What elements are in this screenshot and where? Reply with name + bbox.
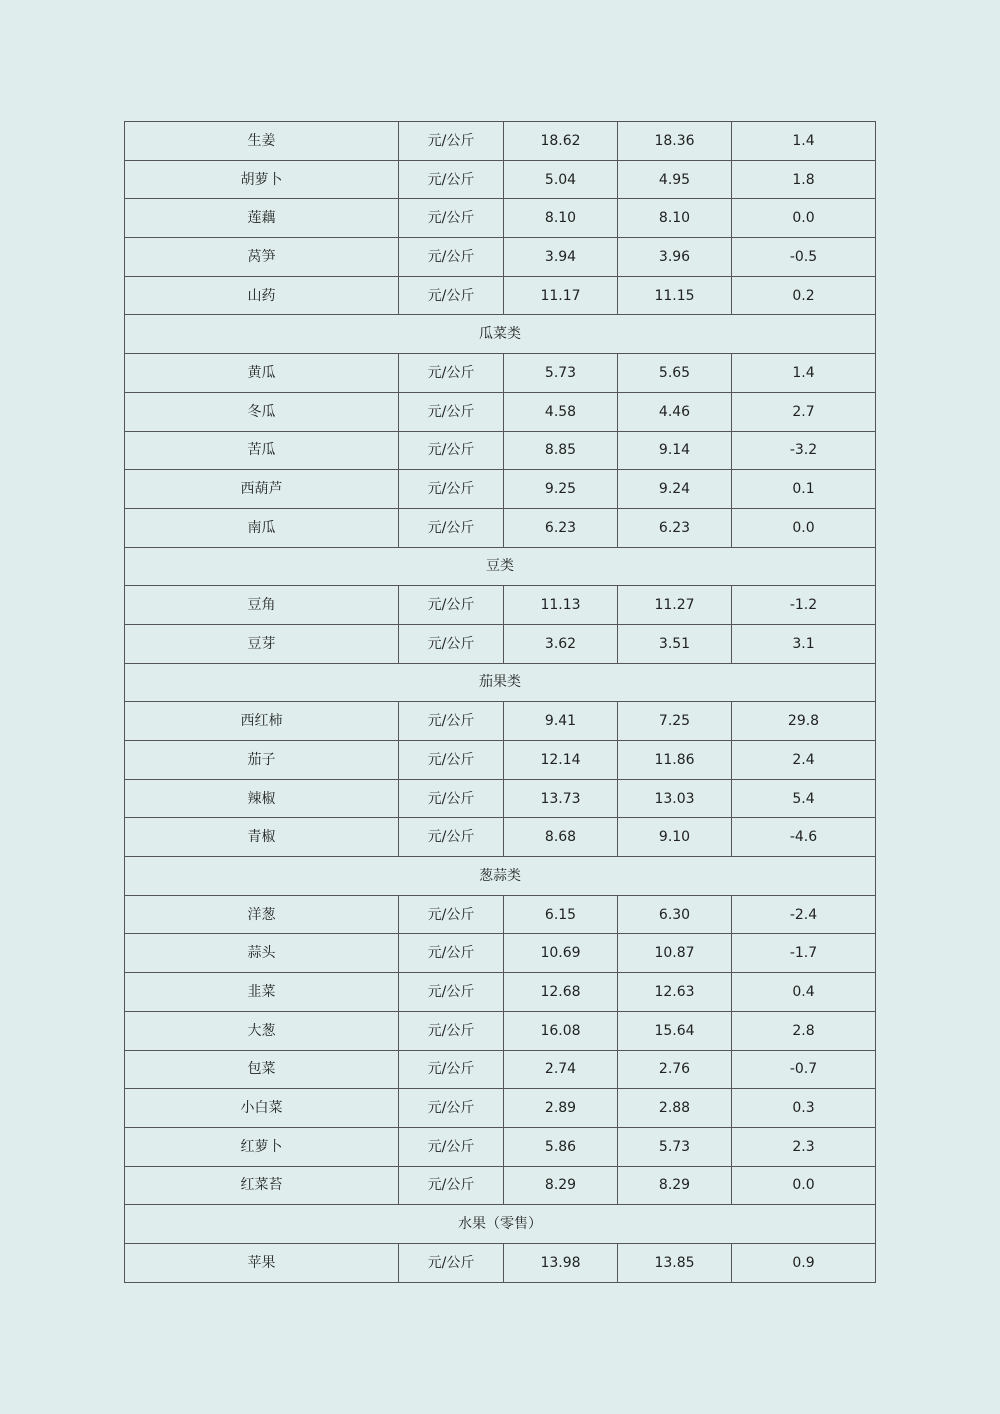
change-percent-cell: -2.4 <box>732 895 876 934</box>
unit-cell: 元/公斤 <box>399 392 504 431</box>
previous-price-cell: 3.96 <box>618 238 732 277</box>
table-row <box>125 354 876 393</box>
table-row <box>125 276 876 315</box>
category-row <box>125 547 876 586</box>
current-price-cell: 3.94 <box>504 238 618 277</box>
table-row <box>125 1243 876 1282</box>
previous-price-cell: 6.23 <box>618 508 732 547</box>
item-name-cell: 莴笋 <box>125 238 399 277</box>
previous-price-cell: 9.10 <box>618 818 732 857</box>
table-row <box>125 160 876 199</box>
table-row <box>125 508 876 547</box>
unit-cell: 元/公斤 <box>399 779 504 818</box>
item-name-cell: 苦瓜 <box>125 431 399 470</box>
current-price-cell: 10.69 <box>504 934 618 973</box>
unit-cell: 元/公斤 <box>399 1243 504 1282</box>
item-name-cell: 冬瓜 <box>125 392 399 431</box>
item-name-cell: 辣椒 <box>125 779 399 818</box>
change-percent-cell: -3.2 <box>732 431 876 470</box>
change-percent-cell: 0.9 <box>732 1243 876 1282</box>
table-row <box>125 779 876 818</box>
unit-cell: 元/公斤 <box>399 160 504 199</box>
current-price-cell: 11.17 <box>504 276 618 315</box>
current-price-cell: 11.13 <box>504 586 618 625</box>
table-row <box>125 973 876 1012</box>
current-price-cell: 5.04 <box>504 160 618 199</box>
category-row <box>125 1205 876 1244</box>
item-name-cell: 豆芽 <box>125 624 399 663</box>
unit-cell: 元/公斤 <box>399 470 504 509</box>
current-price-cell: 6.23 <box>504 508 618 547</box>
table-row <box>125 199 876 238</box>
change-percent-cell: 0.3 <box>732 1089 876 1128</box>
category-heading-cell: 豆类 <box>125 547 876 586</box>
previous-price-cell: 4.95 <box>618 160 732 199</box>
change-percent-cell: -1.2 <box>732 586 876 625</box>
item-name-cell: 胡萝卜 <box>125 160 399 199</box>
change-percent-cell: 0.0 <box>732 508 876 547</box>
current-price-cell: 8.10 <box>504 199 618 238</box>
change-percent-cell: 29.8 <box>732 702 876 741</box>
item-name-cell: 青椒 <box>125 818 399 857</box>
previous-price-cell: 11.15 <box>618 276 732 315</box>
unit-cell: 元/公斤 <box>399 431 504 470</box>
change-percent-cell: 0.2 <box>732 276 876 315</box>
unit-cell: 元/公斤 <box>399 1050 504 1089</box>
table-row <box>125 431 876 470</box>
category-heading-cell: 水果（零售） <box>125 1205 876 1244</box>
item-name-cell: 小白菜 <box>125 1089 399 1128</box>
previous-price-cell: 9.24 <box>618 470 732 509</box>
current-price-cell: 2.89 <box>504 1089 618 1128</box>
previous-price-cell: 3.51 <box>618 624 732 663</box>
price-table <box>124 121 876 1283</box>
current-price-cell: 16.08 <box>504 1011 618 1050</box>
unit-cell: 元/公斤 <box>399 624 504 663</box>
previous-price-cell: 6.30 <box>618 895 732 934</box>
item-name-cell: 包菜 <box>125 1050 399 1089</box>
current-price-cell: 12.68 <box>504 973 618 1012</box>
unit-cell: 元/公斤 <box>399 1089 504 1128</box>
previous-price-cell: 10.87 <box>618 934 732 973</box>
change-percent-cell: -0.5 <box>732 238 876 277</box>
current-price-cell: 9.25 <box>504 470 618 509</box>
change-percent-cell: 0.4 <box>732 973 876 1012</box>
category-row <box>125 315 876 354</box>
change-percent-cell: 2.3 <box>732 1127 876 1166</box>
current-price-cell: 3.62 <box>504 624 618 663</box>
current-price-cell: 5.86 <box>504 1127 618 1166</box>
previous-price-cell: 5.73 <box>618 1127 732 1166</box>
category-row <box>125 663 876 702</box>
previous-price-cell: 5.65 <box>618 354 732 393</box>
change-percent-cell: 1.8 <box>732 160 876 199</box>
unit-cell: 元/公斤 <box>399 973 504 1012</box>
item-name-cell: 莲藕 <box>125 199 399 238</box>
unit-cell: 元/公斤 <box>399 199 504 238</box>
table-row <box>125 818 876 857</box>
change-percent-cell: 0.0 <box>732 199 876 238</box>
item-name-cell: 韭菜 <box>125 973 399 1012</box>
unit-cell: 元/公斤 <box>399 508 504 547</box>
item-name-cell: 蒜头 <box>125 934 399 973</box>
current-price-cell: 8.68 <box>504 818 618 857</box>
table-row <box>125 934 876 973</box>
price-table-body <box>125 122 876 1283</box>
unit-cell: 元/公斤 <box>399 895 504 934</box>
change-percent-cell: 1.4 <box>732 354 876 393</box>
previous-price-cell: 12.63 <box>618 973 732 1012</box>
change-percent-cell: 2.7 <box>732 392 876 431</box>
item-name-cell: 豆角 <box>125 586 399 625</box>
change-percent-cell: -1.7 <box>732 934 876 973</box>
table-row <box>125 1127 876 1166</box>
unit-cell: 元/公斤 <box>399 934 504 973</box>
table-row <box>125 392 876 431</box>
change-percent-cell: 2.4 <box>732 741 876 780</box>
table-row <box>125 122 876 161</box>
table-row <box>125 1166 876 1205</box>
item-name-cell: 红萝卜 <box>125 1127 399 1166</box>
item-name-cell: 山药 <box>125 276 399 315</box>
current-price-cell: 5.73 <box>504 354 618 393</box>
unit-cell: 元/公斤 <box>399 1127 504 1166</box>
current-price-cell: 13.98 <box>504 1243 618 1282</box>
previous-price-cell: 15.64 <box>618 1011 732 1050</box>
item-name-cell: 茄子 <box>125 741 399 780</box>
previous-price-cell: 8.29 <box>618 1166 732 1205</box>
current-price-cell: 6.15 <box>504 895 618 934</box>
change-percent-cell: 5.4 <box>732 779 876 818</box>
previous-price-cell: 2.76 <box>618 1050 732 1089</box>
unit-cell: 元/公斤 <box>399 1166 504 1205</box>
table-row <box>125 1011 876 1050</box>
item-name-cell: 西葫芦 <box>125 470 399 509</box>
unit-cell: 元/公斤 <box>399 586 504 625</box>
previous-price-cell: 8.10 <box>618 199 732 238</box>
table-row <box>125 238 876 277</box>
previous-price-cell: 2.88 <box>618 1089 732 1128</box>
unit-cell: 元/公斤 <box>399 238 504 277</box>
previous-price-cell: 4.46 <box>618 392 732 431</box>
change-percent-cell: -4.6 <box>732 818 876 857</box>
table-row <box>125 624 876 663</box>
previous-price-cell: 9.14 <box>618 431 732 470</box>
change-percent-cell: 0.0 <box>732 1166 876 1205</box>
table-row <box>125 895 876 934</box>
current-price-cell: 8.29 <box>504 1166 618 1205</box>
table-row <box>125 741 876 780</box>
item-name-cell: 苹果 <box>125 1243 399 1282</box>
table-row <box>125 586 876 625</box>
change-percent-cell: 2.8 <box>732 1011 876 1050</box>
previous-price-cell: 13.03 <box>618 779 732 818</box>
previous-price-cell: 7.25 <box>618 702 732 741</box>
unit-cell: 元/公斤 <box>399 741 504 780</box>
item-name-cell: 黄瓜 <box>125 354 399 393</box>
category-heading-cell: 茄果类 <box>125 663 876 702</box>
table-row <box>125 702 876 741</box>
category-heading-cell: 瓜菜类 <box>125 315 876 354</box>
current-price-cell: 12.14 <box>504 741 618 780</box>
unit-cell: 元/公斤 <box>399 122 504 161</box>
current-price-cell: 2.74 <box>504 1050 618 1089</box>
change-percent-cell: 0.1 <box>732 470 876 509</box>
unit-cell: 元/公斤 <box>399 702 504 741</box>
change-percent-cell: -0.7 <box>732 1050 876 1089</box>
table-row <box>125 1089 876 1128</box>
unit-cell: 元/公斤 <box>399 818 504 857</box>
current-price-cell: 13.73 <box>504 779 618 818</box>
table-row <box>125 1050 876 1089</box>
category-row <box>125 857 876 896</box>
unit-cell: 元/公斤 <box>399 276 504 315</box>
change-percent-cell: 1.4 <box>732 122 876 161</box>
current-price-cell: 8.85 <box>504 431 618 470</box>
change-percent-cell: 3.1 <box>732 624 876 663</box>
table-row <box>125 470 876 509</box>
unit-cell: 元/公斤 <box>399 1011 504 1050</box>
item-name-cell: 大葱 <box>125 1011 399 1050</box>
item-name-cell: 南瓜 <box>125 508 399 547</box>
previous-price-cell: 11.86 <box>618 741 732 780</box>
unit-cell: 元/公斤 <box>399 354 504 393</box>
item-name-cell: 红菜苔 <box>125 1166 399 1205</box>
current-price-cell: 18.62 <box>504 122 618 161</box>
item-name-cell: 西红柿 <box>125 702 399 741</box>
previous-price-cell: 18.36 <box>618 122 732 161</box>
current-price-cell: 9.41 <box>504 702 618 741</box>
category-heading-cell: 葱蒜类 <box>125 857 876 896</box>
item-name-cell: 洋葱 <box>125 895 399 934</box>
item-name-cell: 生姜 <box>125 122 399 161</box>
previous-price-cell: 13.85 <box>618 1243 732 1282</box>
current-price-cell: 4.58 <box>504 392 618 431</box>
previous-price-cell: 11.27 <box>618 586 732 625</box>
